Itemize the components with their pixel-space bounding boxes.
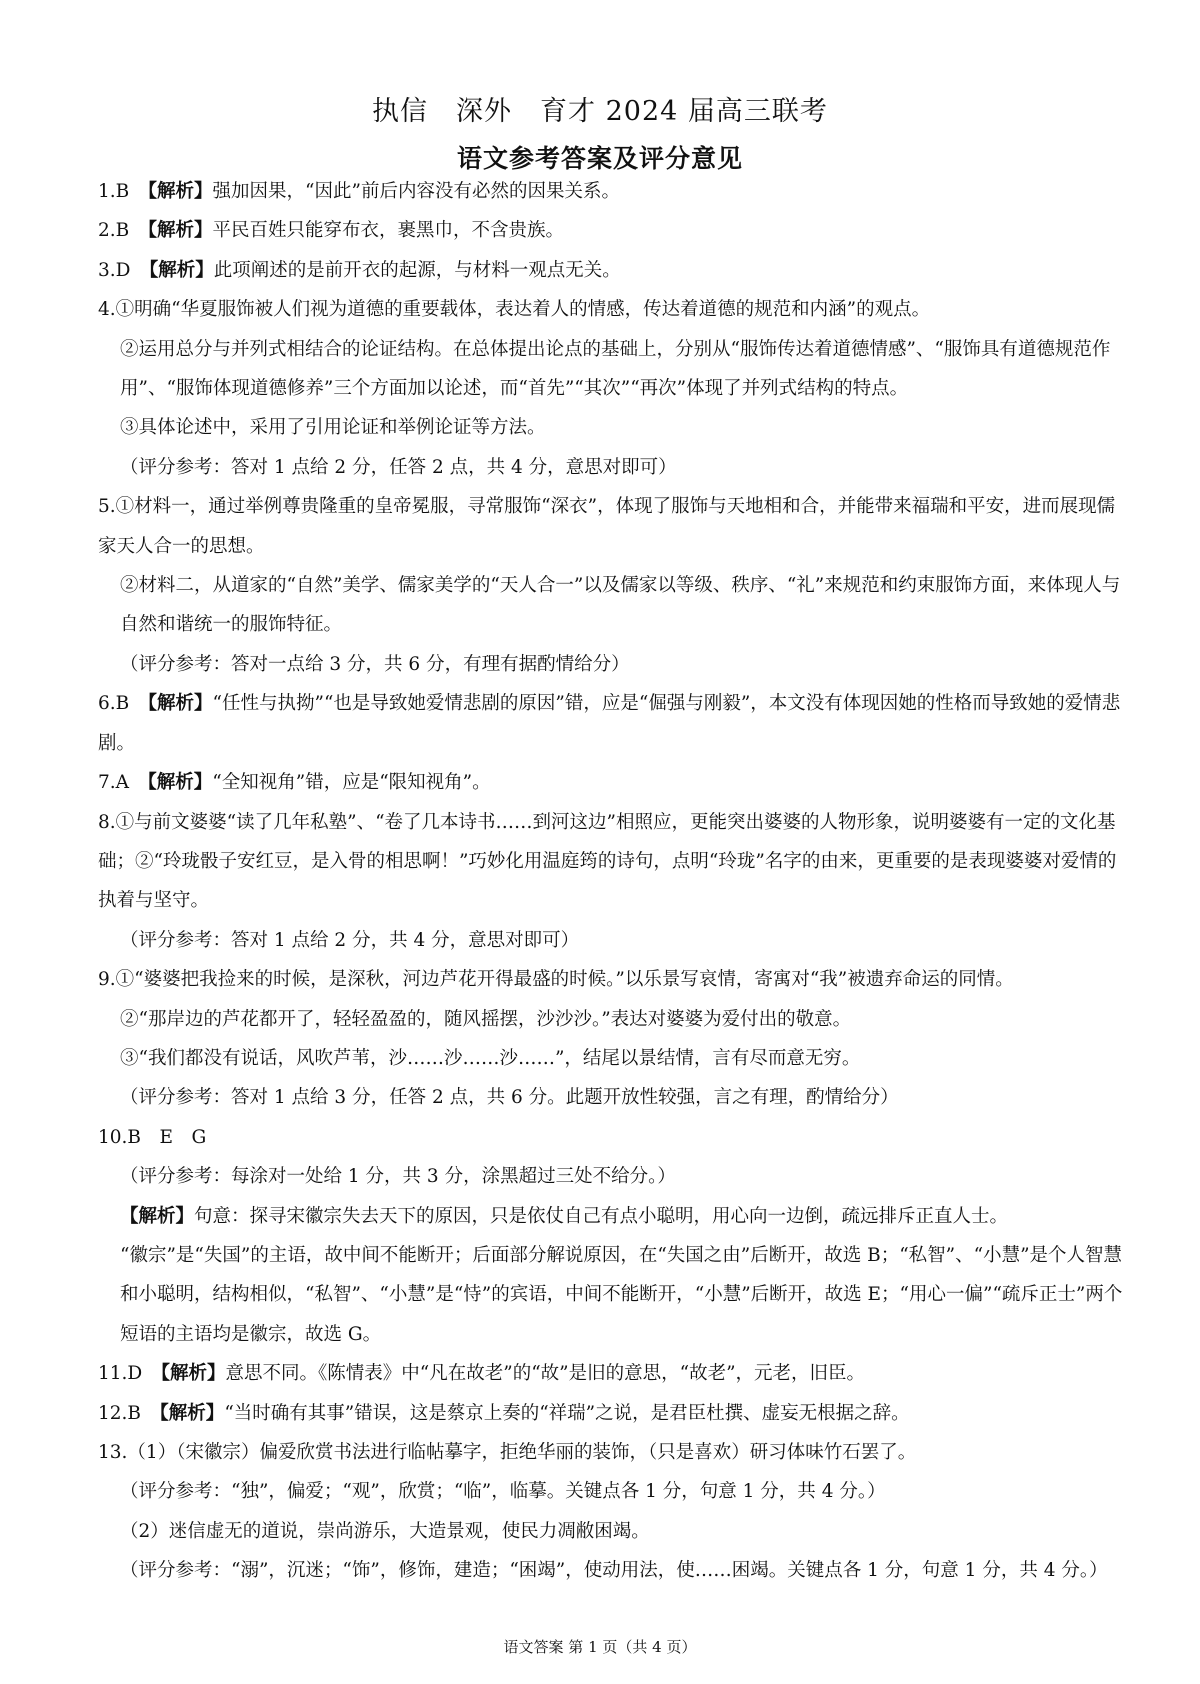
- answer-q5-point2: ②材料二，从道家的“自然”美学、儒家美学的“天人合一”以及儒家以等级、秩序、“礼”来规范和约束服饰方面，来体现人与自然和谐统一的服饰特征。: [120, 575, 1121, 636]
- analysis-tag: 【解析】: [147, 772, 213, 794]
- answer-q11: 11.D 【解析】意思不同。《陈情表》中“凡在故老”的“故”是旧的意思，“故老”，元老，旧臣。: [98, 1363, 866, 1385]
- answer-q6: 6.B 【解析】“任性与执拗”“也是导致她爱情悲剧的原因”错，应是“倔强与刚毅”，本文没有体现因她的性格而导致她的爱情悲剧。: [98, 693, 1121, 754]
- answer-q13-scoring2: （评分参考：“溺”，沉迷；“饰”，修饰，建造；“困竭”，使动用法，使……困竭。关键点各 1 分，句意 1 分，共 4 分。）: [120, 1560, 1108, 1582]
- answer-q4-point3: ③具体论述中，采用了引用论证和举例论证等方法。: [120, 417, 546, 439]
- answer-q13-part1: 13.（1）（宋徽宗）偏爱欣赏书法进行临帖摹字，拒绝华丽的装饰，（只是喜欢）研习体味竹石罢了。: [98, 1442, 917, 1463]
- analysis-tag: 【解析】: [160, 1363, 226, 1385]
- answer-q1: 1.B 【解析】强加因果，“因此”前后内容没有必然的因果关系。: [98, 181, 620, 202]
- answer-q13-scoring1: （评分参考：“独”，偏爱；“观”，欣赏；“临”，临摹。关键点各 1 分，句意 1 分，共 4 分。）: [120, 1481, 886, 1503]
- answer-q7: 7.A 【解析】“全知视角”错，应是“限知视角”。: [98, 772, 491, 794]
- analysis-tag: 【解析】: [149, 259, 214, 281]
- page-footer: 语文答案 第 1 页（共 4 页）: [503, 1638, 697, 1656]
- analysis-tag: 【解析】: [147, 181, 213, 202]
- analysis-tag: 【解析】: [147, 693, 213, 715]
- answer-q8: 8.①与前文婆婆“读了几年私塾”、“卷了几本诗书……到河这边”相照应，更能突出婆婆的人物形象，说明婆婆有一定的文化基础；②“玲珑骰子安红豆，是入骨的相思啊！”巧妙化用温庭筠的诗句，点明“玲珑”名字的由来，更重要的是表现婆婆对爱情的执着与坚守。: [98, 811, 1117, 912]
- answer-q10: 10.B E G: [98, 1126, 207, 1148]
- answer-q10-scoring: （评分参考：每涂对一处给 1 分，共 3 分，涂黑超过三处不给分。）: [120, 1166, 676, 1188]
- document-subtitle: 语文参考答案及评分意见: [456, 144, 743, 173]
- answer-q10-analysis: “徽宗”是“失国”的主语，故中间不能断开；后面部分解说原因，在“失国之由”后断开，故选 B；“私智”、“小慧”是个人智慧和小聪明，结构相似，“私智”、“小慧”是“恃”的宾语，中间不能断开，“小慧”后断开，故选 E；“用心一偏”“疏斥正士”两个短语的主语均是徽宗，故选 G。: [120, 1244, 1123, 1345]
- answers-body: [98, 172, 1130, 1591]
- answer-q10-meaning: 【解析】句意：探寻宋徽宗失去天下的原因，只是依仗自己有点小聪明，用心向一边倒，疏远排斥正直人士。: [120, 1205, 1009, 1227]
- answer-q5-point1: 5.①材料一，通过举例尊贵隆重的皇帝冕服，寻常服饰“深衣”，体现了服饰与天地相和合，并能带来福瑞和平安，进而展现儒家天人合一的思想。: [98, 496, 1116, 557]
- exam-title: 执信 深外 育才 2024 届高三联考: [372, 96, 828, 127]
- answer-q9-point2: ②“那岸边的芦花都开了，轻轻盈盈的，随风摇摆，沙沙沙。”表达对婆婆为爱付出的敬意。: [120, 1008, 852, 1030]
- answer-q9-point3: ③“我们都没有说话，风吹芦苇，沙……沙……沙……”，结尾以景结情，言有尽而意无穷。: [120, 1047, 861, 1069]
- answer-q12: 12.B 【解析】“当时确有其事”错误，这是蔡京上奏的“祥瑞”之说，是君臣杜撰、虚妄无根据之辞。: [98, 1402, 910, 1424]
- analysis-tag: 【解析】: [159, 1402, 225, 1424]
- answer-q9-scoring: （评分参考：答对 1 点给 3 分，任答 2 点，共 6 分。此题开放性较强，言之有理，酌情给分）: [120, 1087, 899, 1109]
- answer-q4-scoring: （评分参考：答对 1 点给 2 分，任答 2 点，共 4 分，意思对即可）: [120, 456, 677, 478]
- analysis-tag: 【解析】: [147, 220, 213, 242]
- answer-q5-scoring: （评分参考：答对一点给 3 分，共 6 分，有理有据酌情给分）: [120, 653, 630, 675]
- answer-q13-part2: （2）迷信虚无的道说，崇尚游乐，大造景观，使民力凋敝困竭。: [120, 1520, 650, 1542]
- answer-q8-scoring: （评分参考：答对 1 点给 2 分，共 4 分，意思对即可）: [120, 929, 580, 951]
- answer-q2: 2.B 【解析】平民百姓只能穿布衣，裹黑巾，不含贵族。: [98, 220, 565, 242]
- answer-q9-point1: 9.①“婆婆把我捡来的时候，是深秋，河边芦花开得最盛的时候。”以乐景写哀情，寄寓对“我”被遗弃命运的同情。: [98, 969, 1014, 991]
- answer-q3: 3.D 【解析】此项阐述的是前开衣的起源，与材料一观点无关。: [98, 259, 621, 281]
- analysis-tag: 【解析】: [120, 1205, 195, 1227]
- answer-q4-point1: 4.①明确“华夏服饰被人们视为道德的重要载体，表达着人的情感，传达着道德的规范和内涵”的观点。: [98, 299, 931, 321]
- answer-q4-point2: ②运用总分与并列式相结合的论证结构。在总体提出论点的基础上，分别从“服饰传达着道德情感”、“服饰具有道德规范作用”、“服饰体现道德修养”三个方面加以论述，而“首先”“其次”“再次”体现了并列式结构的特点。: [120, 338, 1111, 400]
